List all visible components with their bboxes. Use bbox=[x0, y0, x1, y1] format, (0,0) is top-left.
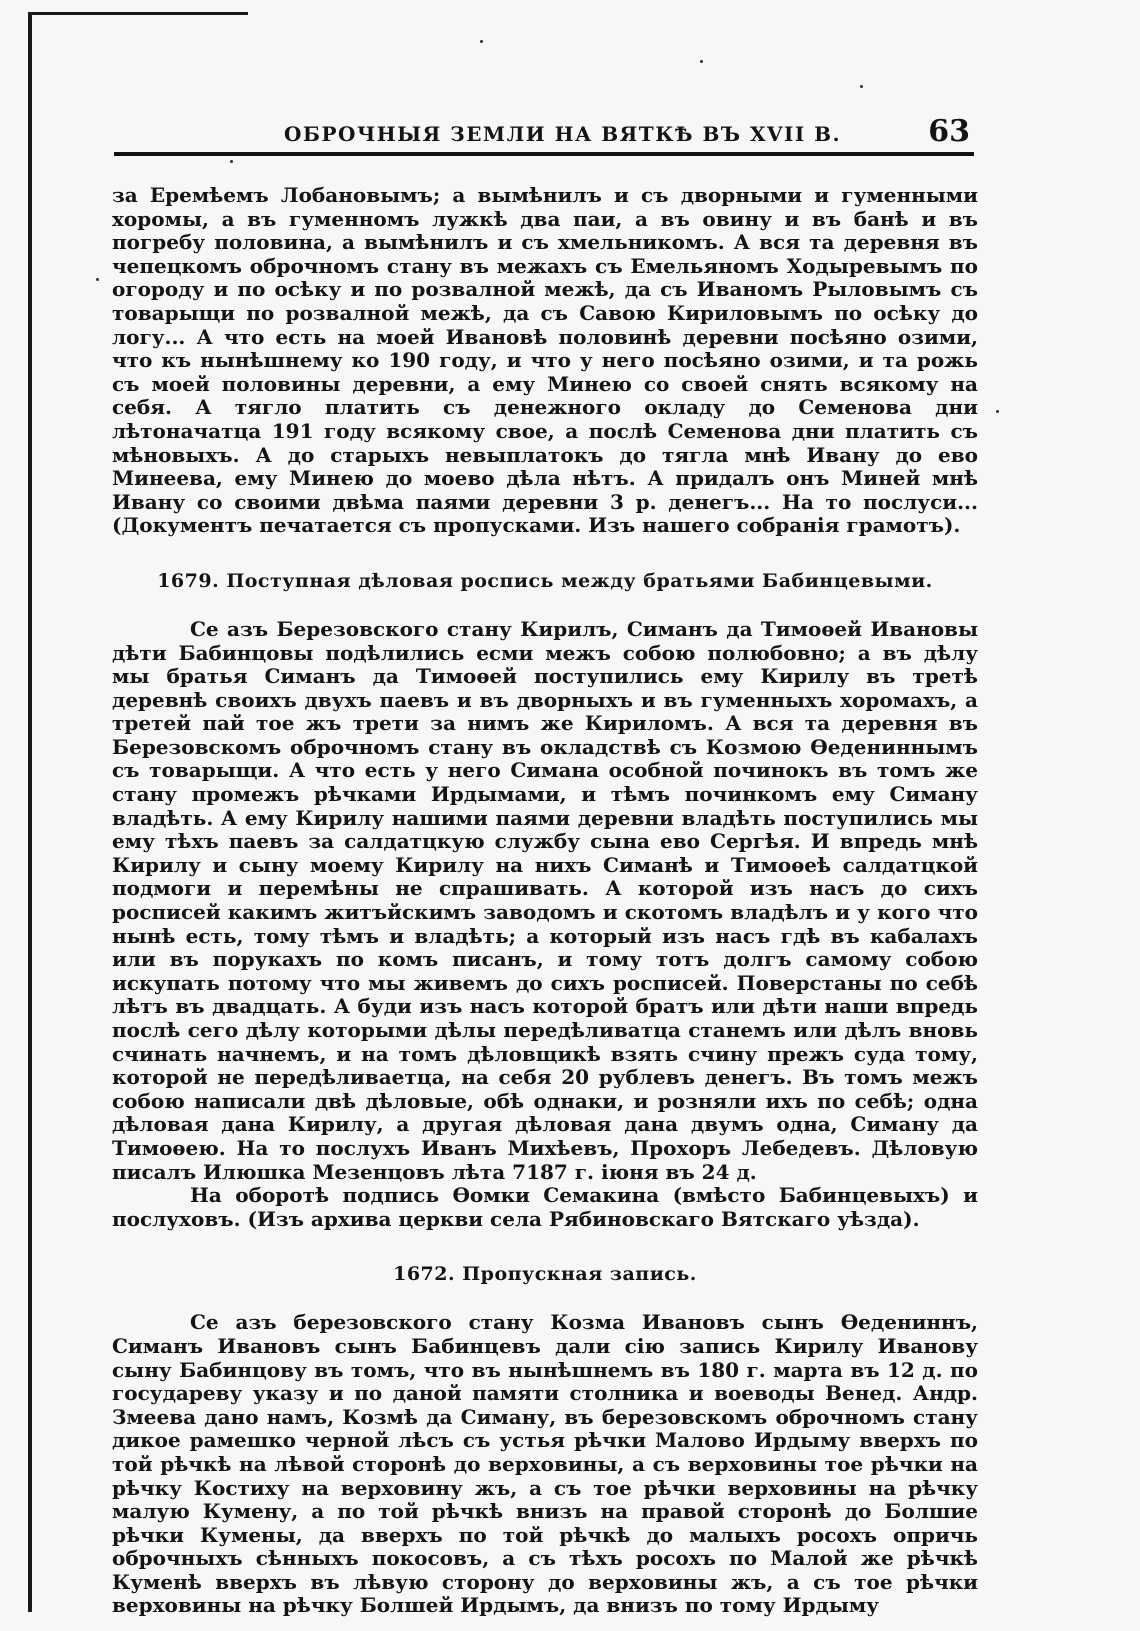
page-number: 63 bbox=[928, 114, 970, 149]
print-speck bbox=[996, 410, 999, 413]
paragraph-document-1679: Се азъ Березовского стану Кирилъ, Симанъ да Тимоѳей Ивановы дѣти Бабинцовы подѣлились есми межъ собою полюбовно; а въ дѣлу мы братья Симанъ да Тимоѳей поступились ему Кирилу въ третѣ деревнѣ своихъ двухъ паевъ и въ дворныхъ и въ гуменныхъ хоромахъ, а третей пай тое жъ трети за нимъ же Кириломъ. А вся та деревня въ Березовскомъ оброчномъ стану въ окладствѣ съ Козмою Ѳедениннымъ съ товарыщи. А что есть у него Симана особной починокъ въ томъ же стану промежъ рѣчками Ирдымами, и тѣмъ починкомъ ему Симану владѣть. А ему Кирилу нашими паями деревни владѣть поступились мы ему тѣхъ паевъ за салдатцкую службу сына ево Сергѣя. И впредь мнѣ Кирилу и сыну моему Кирилу на нихъ Симанѣ и Тимоѳеѣ салдатцкой подмоги и перемѣны не спрашивать. А которой изъ насъ до сихъ росписей какимъ житъйскимъ заводомъ и скотомъ владѣлъ и у кого что нынѣ есть, тому тѣмъ и владѣть; а который изъ насъ гдѣ въ кабалахъ или въ порукахъ по комъ писанъ, и тому тотъ долгъ самому собою искупать потому что мы живемъ до сихъ росписей. Поверстаны по себѣ лѣтъ въ двадцать. А буди изъ насъ которой братъ или дѣти наши впредь послѣ сего дѣлу которыми дѣлы передѣливатца станемъ или дѣлъ вновь счинать начнемъ, и на томъ дѣловщикѣ взять счину прежъ суда тому, которой не передѣливаетца, на себя 20 рублевъ денегъ. Въ томъ межъ собою написали двѣ дѣловые, обѣ однаки, и розняли ихъ по себѣ; одна дѣловая дана Кирилу, а другая дѣловая дана двумъ одна, Симану да Тимоѳею. На то послухъ Иванъ Михѣевъ, Прохоръ Лебедевъ. Дѣловую писалъ Илюшка Мезенцовъ лѣта 7187 г. іюня въ 24 д. bbox=[112, 616, 978, 1184]
page-border-left bbox=[28, 12, 32, 1612]
print-speck bbox=[96, 278, 99, 281]
print-speck bbox=[230, 160, 233, 163]
print-speck bbox=[860, 85, 863, 88]
paragraph-note-1679: На оборотѣ подпись Ѳомки Семакина (вмѣсто Бабинцевыхъ) и послуховъ. (Изъ архива церкви села Рябиновскаго Вятскаго уѣзда). bbox=[112, 1183, 978, 1231]
running-header bbox=[114, 112, 974, 156]
running-title: ОБРОЧНЫЯ ЗЕМЛИ НА ВЯТКѢ ВЪ XVII В. bbox=[284, 122, 842, 146]
paragraph-continuation: за Еремѣемъ Лобановымъ; а вымѣнилъ и съ дворными и гуменными хоромы, а въ гуменномъ лужкѣ два паи, а въ овину и въ банѣ и въ погребу половина, а вымѣнилъ и съ хмельникомъ. А вся та деревня въ чепецкомъ оброчномъ стану въ межахъ съ Емельяномъ Ходыревымъ по огороду и по осѣку и по розвалной межѣ, да съ Иваномъ Рыловымъ съ товарыщи по розвалной межѣ, да съ Савою Кириловымъ по осѣку до логу... А что есть на моей Ивановѣ половинѣ деревни посѣяно озими, что къ нынѣшнему ко 190 году, и что у него посѣяно озими, и та рожь съ моей половины деревни, а ему Минею со своей снять всякому на себя. А тягло платить съ денежного окладу до Семенова дни лѣтоначатца 191 году всякому свое, а послѣ Семенова дни платить съ мѣновыхъ. А до старыхъ невыплатокъ до тягла мнѣ Ивану до ево Минеева, ему Минею до моево дѣла нѣтъ. А придалъ онъ Миней мнѣ Ивану со своими двѣма паями деревни 3 р. денегъ... На то послуси... (Документъ печатается съ пропусками. Изъ нашего собранія грамотъ). bbox=[112, 183, 978, 538]
print-speck bbox=[700, 60, 703, 63]
page-body bbox=[112, 184, 978, 1618]
print-speck bbox=[480, 40, 483, 43]
section-heading-1679: 1679. Поступная дѣловая роспись между братьями Бабинцевыми. bbox=[157, 569, 933, 592]
paragraph-document-1672: Се азъ березовского стану Козма Ивановъ сынъ Ѳедениннъ, Симанъ Ивановъ сынъ Бабинцевъ дали сію запись Кирилу Иванову сыну Бабинцову въ томъ, что въ нынѣшнемъ въ 180 г. марта въ 12 д. по государеву указу и по даной памяти столника и воеводы Венед. Андр. Змеева дано намъ, Козмѣ да Симану, въ березовскомъ оброчномъ стану дикое рамешко черной лѣсъ съ устья рѣчки Малово Ирдыму вверхъ по той рѣчкѣ на лѣвой сторонѣ до верховины, а съ верховины тое рѣчки на рѣчку Костиху на верховину жъ, а съ тое рѣчки верховины на рѣчку малую Кумену, а по той рѣчкѣ внизъ на правой сторонѣ до Болшие рѣчки Кумены, да вверхъ по той рѣчкѣ до малыхъ росохъ опричь оброчныхъ сѣнныхъ покосовъ, а съ тѣхъ росохъ по Малой же рѣчкѣ Куменѣ вверхъ въ лѣвую сторону до верховины жъ, а съ тое рѣчки верховины на рѣчку Болшей Ирдымъ, да внизъ по тому Ирдыму bbox=[112, 1310, 978, 1618]
section-heading-1672: 1672. Пропускная запись. bbox=[393, 1263, 697, 1286]
page-border-top bbox=[28, 12, 248, 15]
